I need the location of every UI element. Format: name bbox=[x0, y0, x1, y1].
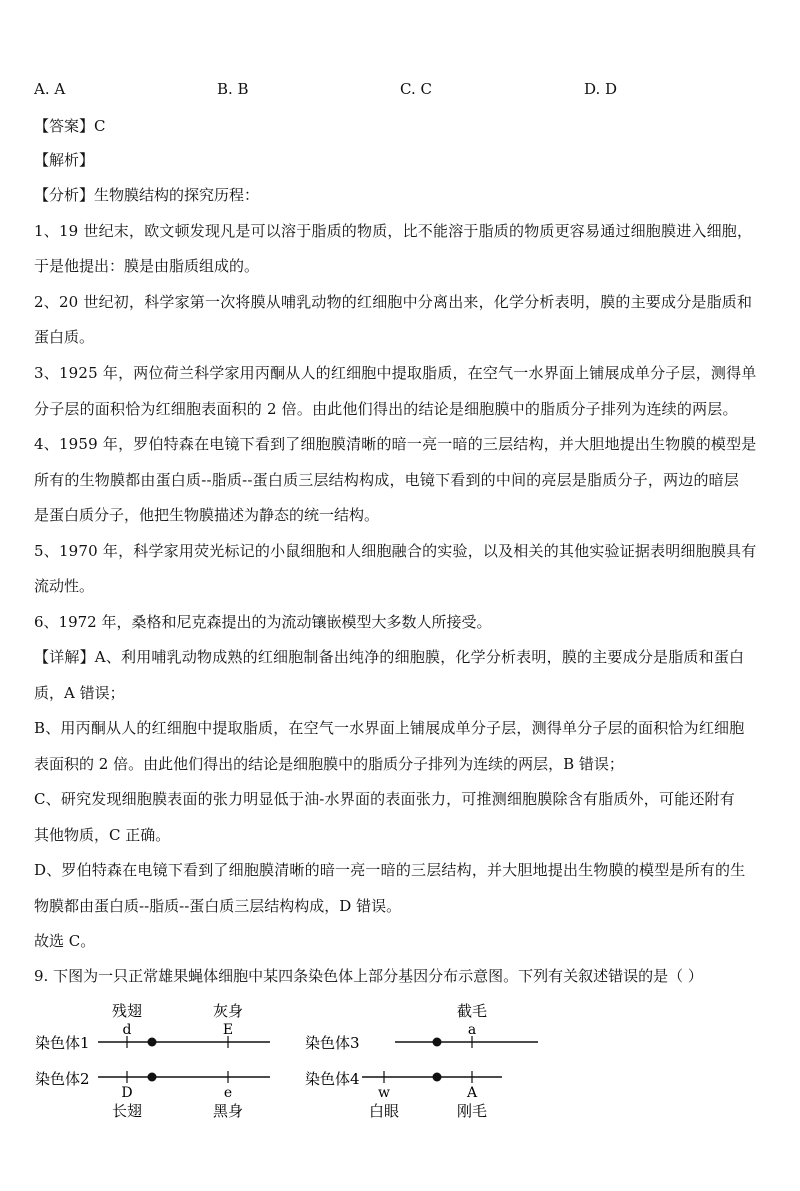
chr2-trait-label: 黑身 bbox=[212, 1102, 244, 1120]
chr1-trait-label: 残翅 bbox=[111, 1002, 143, 1020]
chr4-trait-label: 白眼 bbox=[368, 1102, 400, 1120]
option-d: D. D bbox=[584, 80, 618, 98]
chromosome-diagram bbox=[0, 995, 800, 1165]
chr3-centromere bbox=[433, 1038, 442, 1047]
history-line: 于是他提出：膜是由脂质组成的。 bbox=[34, 257, 260, 275]
history-line: 蛋白质。 bbox=[34, 328, 95, 346]
chr4-label: 染色体4 bbox=[305, 1070, 360, 1088]
history-line: 3、1925 年，两位荷兰科学家用丙酮从人的红细胞中提取脂质，在空气一水界面上铺展成单分子层，测得单 bbox=[34, 364, 757, 382]
option-b: B. B bbox=[217, 80, 249, 98]
question-9: 9. 下图为一只正常雄果蝇体细胞中某四条染色体上部分基因分布示意图。下列有关叙述错误的是（ ） bbox=[34, 967, 703, 985]
chr2-gene: D bbox=[121, 1085, 133, 1101]
conclusion-line: 故选 C。 bbox=[34, 932, 96, 950]
history-line: 5、1970 年，科学家用荧光标记的小鼠细胞和人细胞融合的实验，以及相关的其他实验证据表明细胞膜具有 bbox=[34, 542, 757, 560]
history-line: 流动性。 bbox=[34, 577, 95, 595]
history-line: 分子层的面积恰为红细胞表面积的 2 倍。由此他们得出的结论是细胞膜中的脂质分子排列为连续的两层。 bbox=[34, 400, 738, 418]
detail-line: 质，A 错误； bbox=[34, 684, 125, 702]
chr2-label: 染色体2 bbox=[35, 1070, 90, 1088]
answer-line: 【答案】C bbox=[34, 117, 106, 135]
history-line: 4、1959 年，罗伯特森在电镜下看到了细胞膜清晰的暗一亮一暗的三层结构，并大胆地提出生物膜的模型是 bbox=[34, 435, 757, 453]
history-line: 2、20 世纪初，科学家第一次将膜从哺乳动物的红细胞中分离出来，化学分析表明，膜的主要成分是脂质和 bbox=[34, 293, 753, 311]
chr3-gene: a bbox=[467, 1022, 477, 1038]
chr3-trait-label: 截毛 bbox=[456, 1002, 488, 1020]
chr1-gene: d bbox=[122, 1022, 132, 1038]
history-line: 1、19 世纪末，欧文顿发现凡是可以溶于脂质的物质，比不能溶于脂质的物质更容易通过细胞膜进入细胞， bbox=[34, 222, 753, 240]
fenxi-heading: 【分析】生物膜结构的探究历程： bbox=[34, 186, 260, 204]
chromosome-diagram-svg bbox=[0, 995, 800, 1165]
history-line: 所有的生物膜都由蛋白质--脂质--蛋白质三层结构构成，电镜下看到的中间的亮层是脂质分子，两边的暗层 bbox=[34, 471, 740, 489]
chr4-centromere bbox=[433, 1073, 442, 1082]
chr1-label: 染色体1 bbox=[35, 1034, 90, 1052]
history-line: 是蛋白质分子，他把生物膜描述为静态的统一结构。 bbox=[34, 506, 380, 524]
chr1-gene: E bbox=[222, 1022, 234, 1038]
chr4-gene: A bbox=[466, 1085, 478, 1101]
detail-line: 物膜都由蛋白质--脂质--蛋白质三层结构构成，D 错误。 bbox=[34, 897, 402, 915]
detail-line: C、研究发现细胞膜表面的张力明显低于油-水界面的表面张力，可推测细胞膜除含有脂质外，可能还附有 bbox=[34, 790, 735, 808]
chr2-trait-label: 长翅 bbox=[111, 1102, 143, 1120]
detail-line: 其他物质，C 正确。 bbox=[34, 826, 171, 844]
detail-line: D、罗伯特森在电镜下看到了细胞膜清晰的暗一亮一暗的三层结构，并大胆地提出生物膜的模型是所有的生 bbox=[34, 861, 746, 879]
option-a: A. A bbox=[34, 80, 66, 98]
chr4-gene: w bbox=[378, 1085, 390, 1101]
history-line: 6、1972 年，桑格和尼克森提出的为流动镶嵌模型大多数人所接受。 bbox=[34, 613, 492, 631]
chr3-label: 染色体3 bbox=[305, 1034, 360, 1052]
chr4-trait-label: 刚毛 bbox=[456, 1102, 488, 1120]
option-c: C. C bbox=[400, 80, 432, 98]
chr1-trait-label: 灰身 bbox=[212, 1002, 244, 1020]
chr2-gene: e bbox=[223, 1085, 233, 1101]
chr1-centromere bbox=[148, 1038, 157, 1047]
detail-line: B、用丙酮从人的红细胞中提取脂质，在空气一水界面上铺展成单分子层，测得单分子层的面积恰为红细胞 bbox=[34, 719, 745, 737]
chr2-centromere bbox=[148, 1073, 157, 1082]
detail-line: 【详解】A、利用哺乳动物成熟的红细胞制备出纯净的细胞膜，化学分析表明，膜的主要成分是脂质和蛋白 bbox=[34, 648, 745, 666]
detail-line: 表面积的 2 倍。由此他们得出的结论是细胞膜中的脂质分子排列为连续的两层，B 错误； bbox=[34, 755, 624, 773]
jiexi-heading: 【解析】 bbox=[34, 151, 95, 169]
